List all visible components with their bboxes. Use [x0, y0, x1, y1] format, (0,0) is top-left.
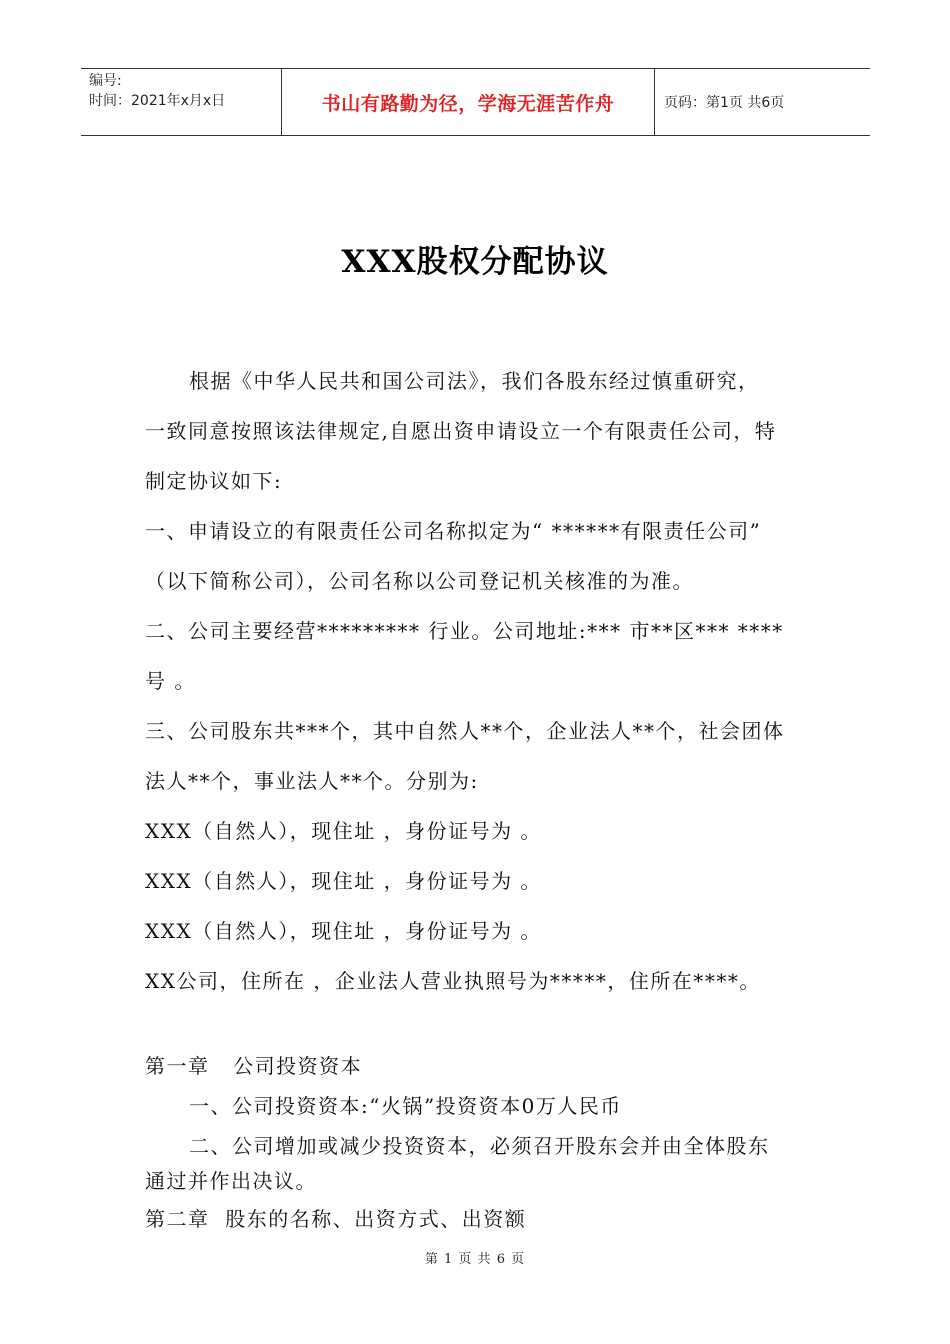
- chapter-2-heading: 第二章 股东的名称、出资方式、出资额: [145, 1207, 527, 1231]
- clause-3-line-1: 三、公司股东共***个，其中自然人**个，企业法人**个，社会团体: [145, 719, 785, 743]
- clause-2-line-2: 号 。: [145, 669, 196, 693]
- header-page-info: 页码：第1页 共6页: [664, 95, 785, 111]
- chapter-1-item-2-line-2: 通过并作出决议。: [145, 1169, 317, 1193]
- chapter-1-item-2-line-1: 二、公司增加或减少投资资本，必须召开股东会并由全体股东: [189, 1134, 770, 1158]
- clause-2-line-1: 二、公司主要经营********* 行业。公司地址:*** 市**区*** ****: [145, 619, 784, 643]
- preamble-line-3: 制定协议如下:: [145, 469, 283, 493]
- document-header: [81, 68, 870, 136]
- shareholder-4: XX公司，住所在 ，企业法人营业执照号为*****，住所在****。: [145, 969, 761, 993]
- shareholder-3: XXX（自然人），现住址 ，身份证号为 。: [145, 919, 542, 943]
- clause-1-line-1: 一、申请设立的有限责任公司名称拟定为“ ******有限责任公司”: [145, 519, 762, 543]
- clause-3-line-2: 法人**个，事业法人**个。分别为:: [145, 769, 479, 793]
- document-number-label: 编号:: [89, 73, 122, 89]
- clause-1-line-2: （以下简称公司），公司名称以公司登记机关核准的为准。: [145, 569, 694, 593]
- preamble-line-1: 根据《中华人民共和国公司法》，我们各股东经过慎重研究，: [189, 369, 760, 393]
- document-time-label: 时间：2021年x月x日: [89, 93, 226, 109]
- chapter-1-heading: 第一章 公司投资资本: [145, 1054, 363, 1078]
- page-footer: 第 1 页 共 6 页: [424, 1252, 526, 1267]
- document-title: XXX股权分配协议: [341, 244, 609, 280]
- shareholder-1: XXX（自然人），现住址 ，身份证号为 。: [145, 819, 542, 843]
- shareholder-2: XXX（自然人），现住址 ，身份证号为 。: [145, 869, 542, 893]
- header-meta: [81, 69, 281, 135]
- preamble-line-2: 一致同意按照该法律规定,自愿出资申请设立一个有限责任公司，特: [145, 419, 777, 443]
- header-motto: 书山有路勤为径，学海无涯苦作舟: [281, 69, 655, 135]
- chapter-1-item-1: 一、公司投资资本:“火锅”投资资本0万人民币: [189, 1094, 622, 1118]
